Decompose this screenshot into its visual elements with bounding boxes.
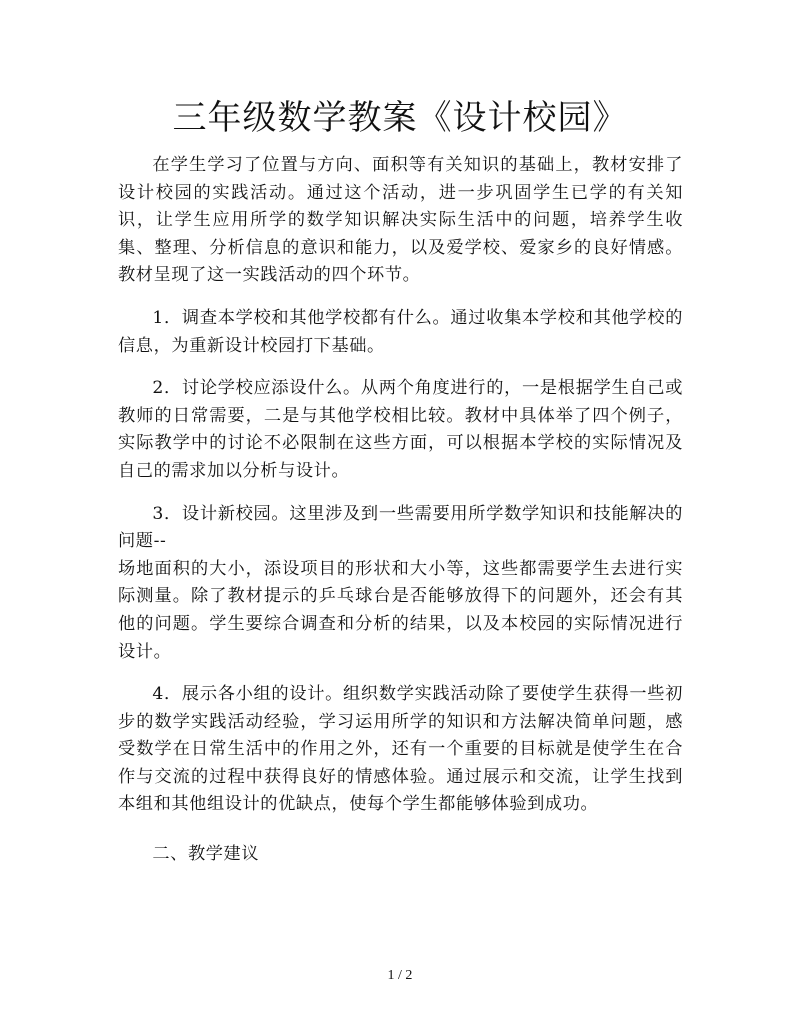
page-number: 1 / 2: [387, 968, 413, 983]
paragraph-step-1: 1．调查本学校和其他学校都有什么。通过收集本学校和其他学校的信息，为重新设计校园打下基础。: [118, 307, 683, 356]
paragraph-step-4: 4．展示各小组的设计。组织数学实践活动除了要使学生获得一些初步的数学实践活动经验，学习运用所学的知识和方法解决简单问题，感受数学在日常生活中的作用之外，还有一个重要的目标就是使学生在合作与交流的过程中获得良好的情感体验。通过展示和交流，让学生找到本组和其他组设计的优缺点，使每个学生都能够体验到成功。: [118, 684, 683, 815]
section-heading: 二、教学建议: [152, 844, 260, 865]
paragraph-step-2: 2．讨论学校应添设什么。从两个角度进行的，一是根据学生自己或教师的日常需要，二是与其他学校相比较。教材中具体举了四个例子，实际教学中的讨论不必限制在这些方面，可以根据本学校的实际情况及自己的需求加以分析与设计。: [118, 378, 683, 481]
page-title: 三年级数学教案《设计校园》: [172, 98, 628, 138]
paragraph-intro: 在学生学习了位置与方向、面积等有关知识的基础上，教材安排了设计校园的实践活动。通过这个活动，进一步巩固学生已学的有关知识，让学生应用所学的数学知识解决实际生活中的问题，培养学生收集、整理、分析信息的意识和能力，以及爱学校、爱家乡的良好情感。教材呈现了这一实践活动的四个环节。: [118, 155, 683, 286]
paragraph-step-3-continued: 场地面积的大小，添设项目的形状和大小等，这些都需要学生去进行实际测量。除了教材提示的乒乓球台是否能够放得下的问题外，还会有其他的问题。学生要综合调查和分析的结果，以及本校园的实际情况进行设计。: [118, 558, 683, 662]
paragraph-step-3: 3．设计新校园。这里涉及到一些需要用所学数学知识和技能解决的问题--: [118, 503, 683, 552]
document-body: [118, 152, 683, 869]
